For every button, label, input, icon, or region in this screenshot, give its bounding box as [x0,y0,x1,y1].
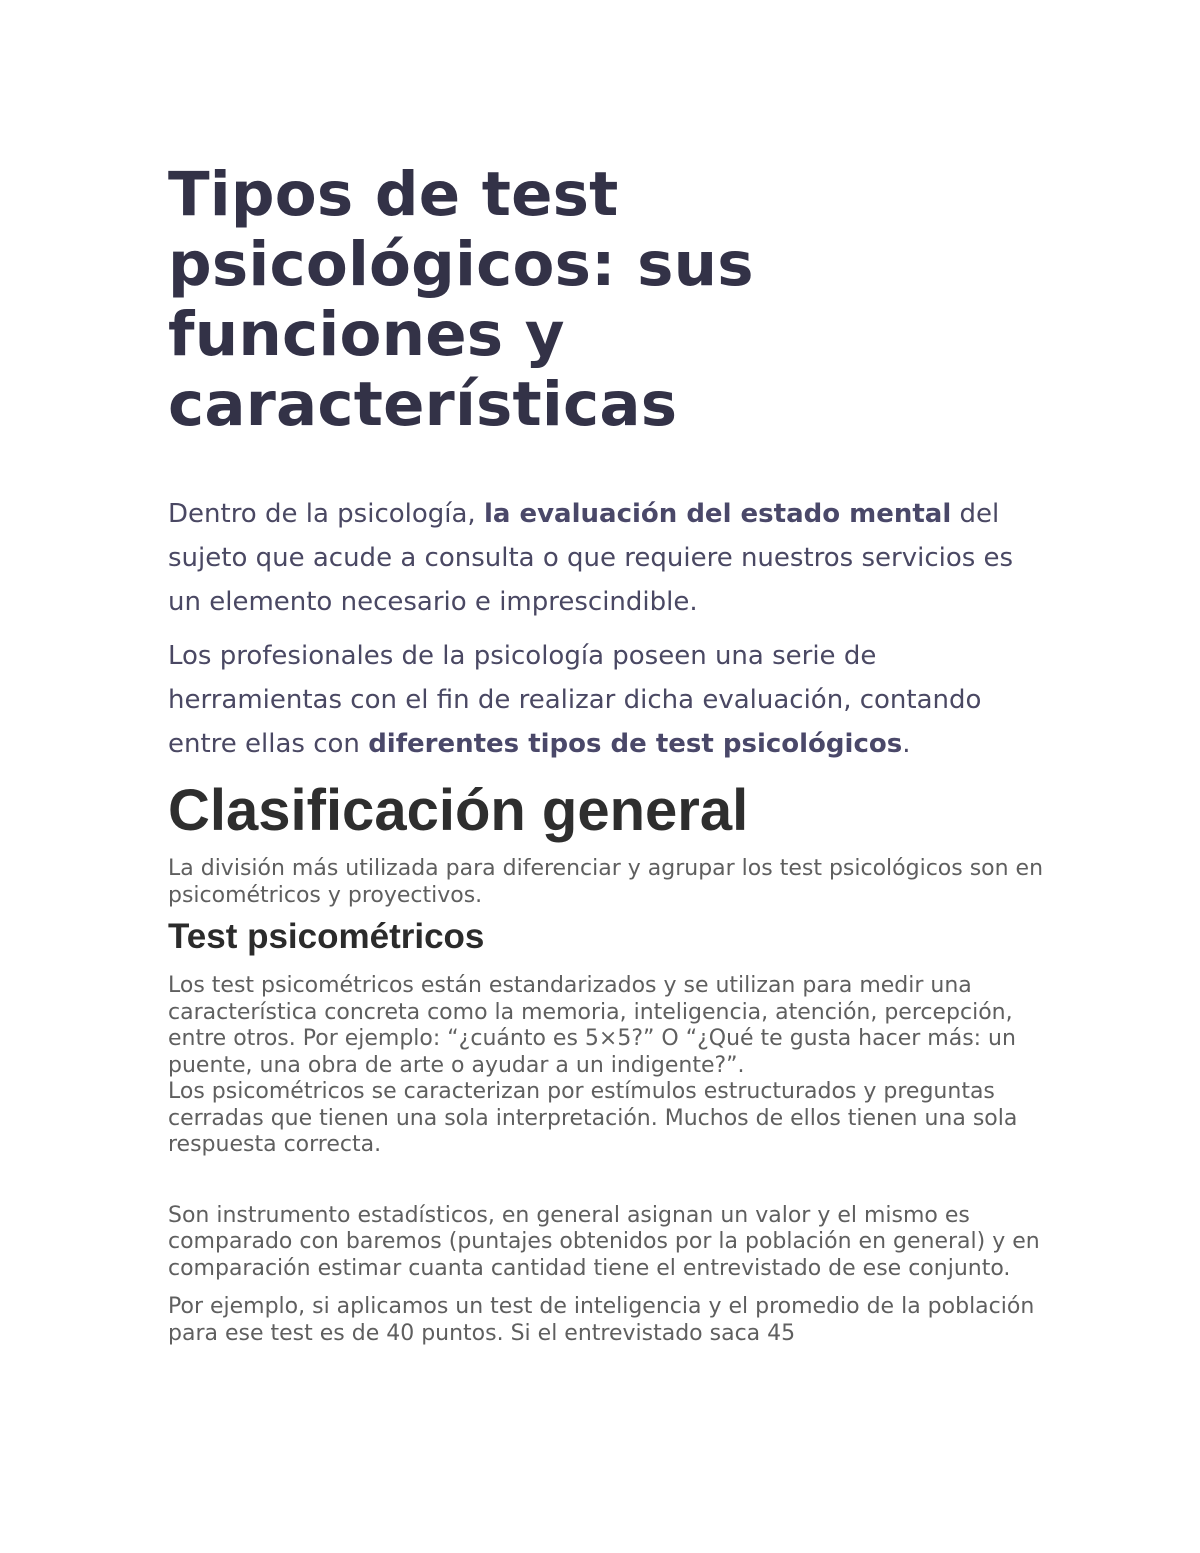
intro-p2-bold: diferentes tipos de test psicológicos [368,729,903,759]
intro-section [168,492,1048,766]
subsection-heading: Test psicométricos [168,917,485,956]
intro-p1-text: Dentro de la psicología, [168,499,484,529]
intro-p2-text-end: . [902,729,911,759]
document-title: Tipos de test psicológicos: sus funciones y características [168,159,754,440]
classification-body [168,856,1048,909]
intro-paragraph-2 [168,634,1048,766]
psicometricos-paragraph-3: Por ejemplo, si aplicamos un test de inteligencia y el promedio de la población para ese test es de 40 puntos. Si el entrevistado saca 45 [168,1294,1035,1346]
psicometricos-paragraph-1b: Los psicométricos se caracterizan por estímulos estructurados y preguntas cerradas que tienen una sola interpretación. Muchos de ellos tienen una sola respuesta correcta. [168,1079,1018,1157]
intro-p2-text: Los profesionales de la psicología poseen una serie de herramientas con el fin de realizar dicha evaluación, contando entre ellas con [168,641,982,759]
intro-paragraph-1 [168,492,1048,624]
intro-p1-text-end: del sujeto que acude a consulta o que requiere nuestros servicios es un elemento necesario e imprescindible. [168,499,1014,617]
section-heading: Clasificación general [168,778,749,843]
document-page [168,160,1048,1347]
psicometricos-body [168,973,1048,1347]
psicometricos-paragraph-1: Los test psicométricos están estandarizados y se utilizan para medir una característica concreta como la memoria, inteligencia, atención, percepción, entre otros. Por ejemplo: “¿cuánto es 5×5?” O “¿Qué te gusta hacer más: un puente, una obra de arte o ayudar a un indigente?”. [168,973,1016,1078]
classification-paragraph: La división más utilizada para diferenciar y agrupar los test psicológicos son en psicométricos y proyectivos. [168,856,1044,908]
psicometricos-paragraph-2: Son instrumento estadísticos, en general asignan un valor y el mismo es comparado con baremos (puntajes obtenidos por la población en general) y en comparación estimar cuanta cantidad tiene el entrevistado de ese conjunto. [168,1202,1040,1281]
intro-p1-bold: la evaluación del estado mental [483,499,952,529]
